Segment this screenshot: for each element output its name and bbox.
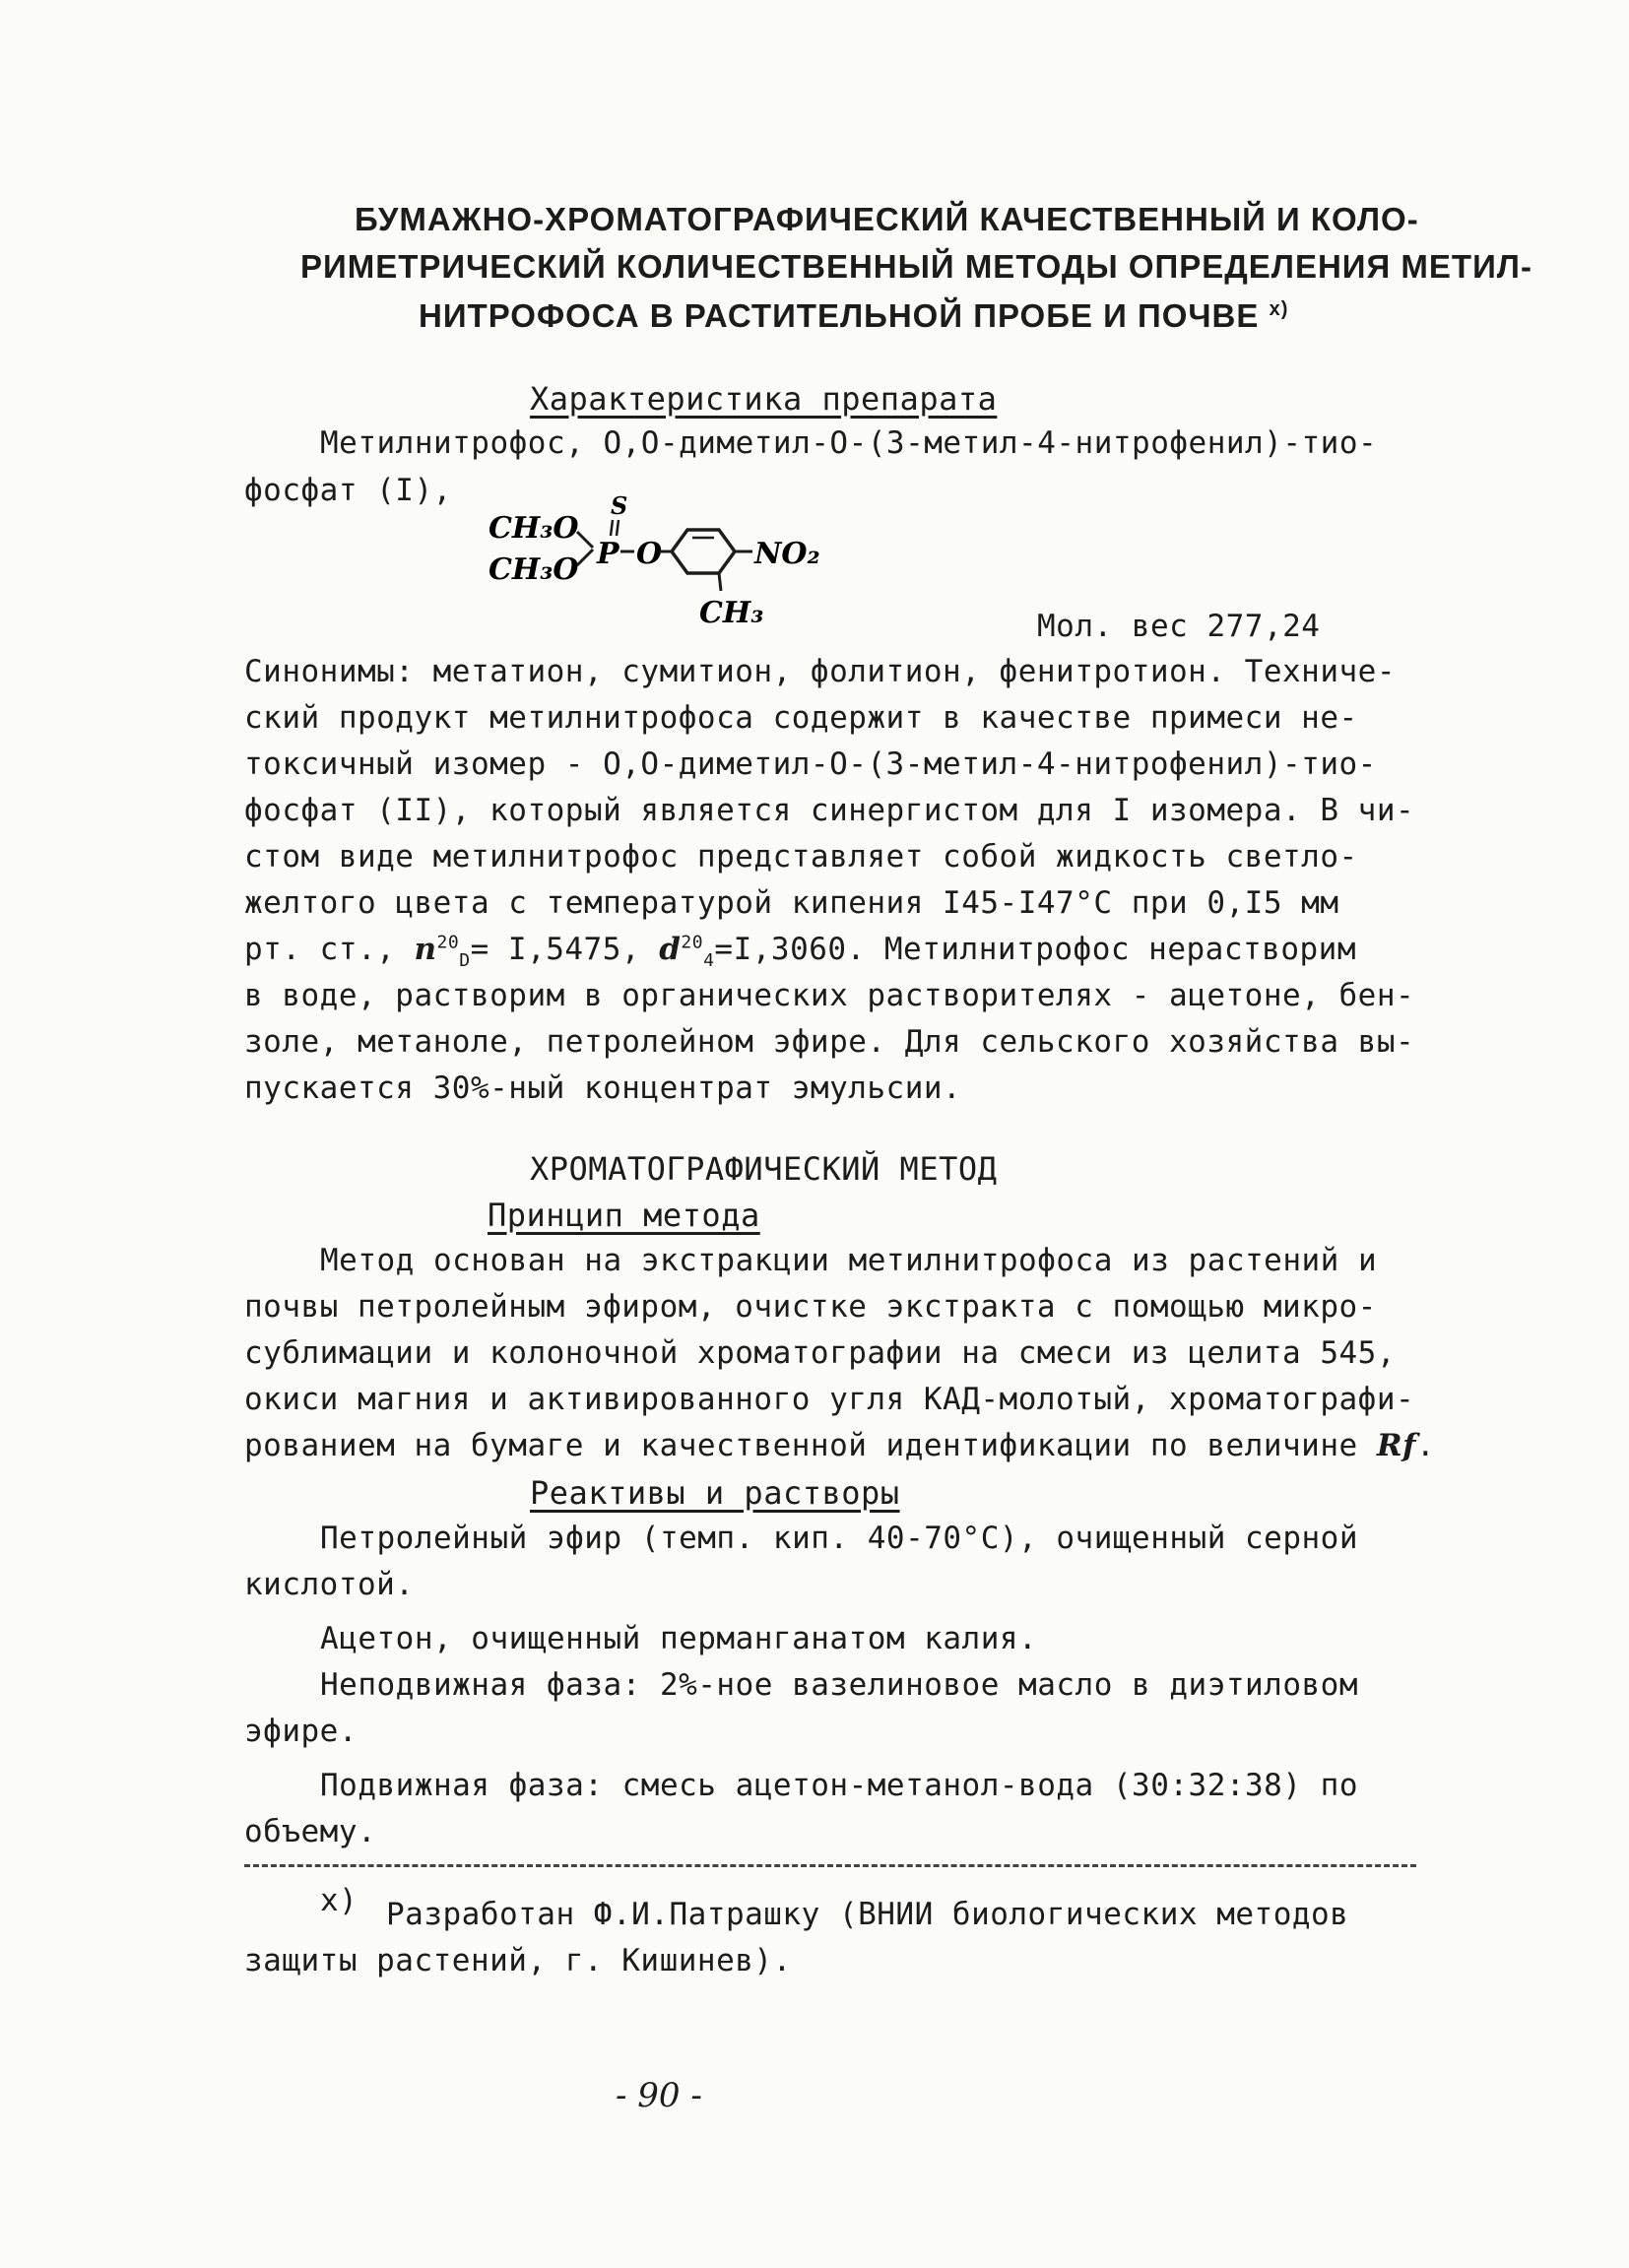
refractive-index-symbol: n [414,932,437,967]
characteristics-line-1: Метилнитрофос, О,О-диметил-О-(3-метил-4-нитрофенил)-тио- [320,425,1378,461]
description-line-5: стом виде метилнитрофос представляет собой жидкость светло- [244,839,1358,875]
formula-methyl-group: CH₃ [699,596,764,630]
density-sub: 4 [703,950,715,972]
formula-bond-ring-ch3 [719,573,721,591]
reagent-1-line-2: кислотой. [244,1567,415,1602]
characteristics-heading: Характеристика препарата [530,380,998,418]
formula-bond-bottom [577,550,593,565]
reagent-3-line-1: Неподвижная фаза: 2%-ное вазелиновое масло в диэтиловом [320,1667,1358,1703]
footnote-mark: х) [320,1883,358,1918]
title-line-1: БУМАЖНО-ХРОМАТОГРАФИЧЕСКИЙ КАЧЕСТВЕННЫЙ И КОЛО- [355,201,1419,237]
title-footnote-mark: х) [1269,298,1289,320]
rf-symbol: Rf [1376,1428,1416,1463]
principle-last-text: рованием на бумаге и качественной идентификации по величине [244,1428,1377,1463]
refractive-index-sub: D [459,950,471,972]
description-line-6: желтого цвета с температурой кипения I45-I47°С при 0,I5 мм [244,885,1339,921]
title-line-2: РИМЕТРИЧЕСКИЙ КОЛИЧЕСТВЕННЫЙ МЕТОДЫ ОПРЕДЕЛЕНИЯ МЕТИЛ- [300,248,1532,285]
description-line-4: фосфат (II), который является синергистом для I изомера. В чи- [244,793,1415,828]
description-line-8: в воде, растворим в органических растворителях - ацетоне, бен- [244,978,1415,1013]
formula-ch3o-bottom: CH₃O [489,552,579,587]
page-number: - 90 - [616,2076,702,2115]
principle-line-5 [244,1428,1435,1463]
formula-nitro-group: NO₂ [754,537,820,571]
formula-double-bond-2 [617,520,619,536]
refractive-index-sup: 20 [436,932,460,953]
title-line-3-text: НИТРОФОСА В РАСТИТЕЛЬНОЙ ПРОБЕ И ПОЧВЕ [419,297,1260,334]
description-line-10: пускается 30%-ный концентрат эмульсии. [244,1070,962,1106]
formula-oxygen: O [636,537,663,571]
description-line-7 [244,932,1356,971]
reagent-4-line-2: объему. [244,1814,377,1849]
footnote-line-2: защиты растений, г. Кишинев). [244,1943,792,1978]
molecular-weight: Мол. вес 277,24 [1037,609,1321,644]
reagents-heading: Реактивы и растворы [530,1474,900,1512]
formula-double-bond-1 [611,520,613,536]
footnote-separator [244,1864,1416,1867]
props-prefix: рт. ст., [244,932,415,967]
principle-line-1: Метод основан на экстракции метилнитрофоса из растений и [320,1243,1378,1278]
refractive-index-value: = I,5475, [470,932,660,967]
description-line-1: Синонимы: метатион, сумитион, фолитион, фенитротион. Техниче- [244,654,1396,689]
principle-line-3: сублимации и колоночной хроматографии на смеси из целита 545, [244,1335,1396,1371]
formula-bond-top [577,532,593,548]
title-line-3 [419,297,1288,335]
chromatographic-heading: ХРОМАТОГРАФИЧЕСКИЙ МЕТОД [530,1150,998,1188]
formula-sulfur: S [611,492,628,520]
description-line-3: токсичный изомер - О,О-диметил-О-(3-метил-4-нитрофенил)-тио- [244,746,1377,782]
characteristics-line-2: фосфат (I), [244,473,452,508]
footnote-line-1: Разработан Ф.И.Патрашку (ВНИИ биологических методов [386,1897,1349,1932]
principle-line-2: почвы петролейным эфиром, очистке экстракта с помощью микро- [244,1289,1377,1325]
formula-benzene-ring [672,530,735,573]
formula-phosphorus: P [597,537,619,571]
principle-end: . [1415,1428,1436,1463]
description-line-9: золе, метаноле, петролейном эфире. Для сельского хозяйства вы- [244,1024,1415,1060]
density-sup: 20 [681,932,704,953]
reagent-1-line-1: Петролейный эфир (темп. кип. 40-70°С), очищенный серной [320,1521,1358,1556]
density-value: =I,3060. Метилнитрофос нерастворим [714,932,1356,967]
principle-heading: Принцип метода [488,1197,760,1234]
principle-line-4: окиси магния и активированного угля КАД-молотый, хроматографи- [244,1382,1415,1417]
reagent-4-line-1: Подвижная фаза: смесь ацетон-метанол-вода (30:32:38) по [320,1768,1358,1803]
structural-formula [483,492,857,640]
reagent-2: Ацетон, очищенный перманганатом калия. [320,1621,1038,1656]
reagent-3-line-2: эфире. [244,1714,358,1749]
formula-ch3o-top: CH₃O [489,511,579,546]
description-line-2: ский продукт метилнитрофоса содержит в качестве примеси не- [244,700,1358,736]
density-symbol: d [659,932,682,967]
